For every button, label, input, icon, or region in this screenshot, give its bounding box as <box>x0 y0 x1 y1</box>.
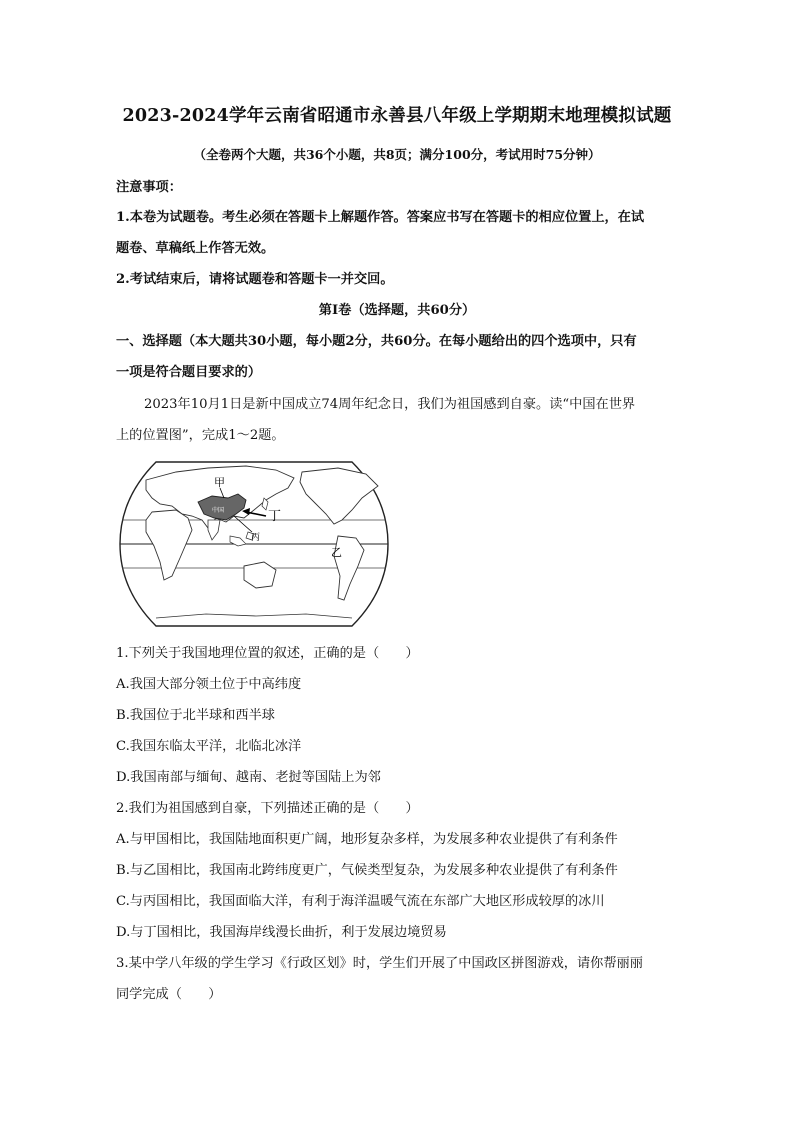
question-1-option-b: B.我国位于北半球和西半球 <box>116 708 275 723</box>
part-title: 第Ⅰ卷（选择题，共60分） <box>318 303 476 318</box>
question-2-option-c: C.与丙国相比，我国面临大洋，有利于海洋温暖气流在东部广大地区形成较厚的冰川 <box>116 894 605 909</box>
intro-line-1: 2023年10月1日是新中国成立74周年纪念日，我们为祖国感到自豪。读“中国在世界 <box>144 397 636 412</box>
label-ding: 丁 <box>268 509 282 524</box>
notice-item-2: 2.考试结束后，请将试题卷和答题卡一并交回。 <box>116 272 394 287</box>
question-1-option-c: C.我国东临太平洋，北临北冰洋 <box>116 739 302 754</box>
question-3-stem-line-1: 3.某中学八年级的学生学习《行政区划》时，学生们开展了中国政区拼图游戏，请你帮丽丽 <box>116 956 643 971</box>
question-2-option-d: D.与丁国相比，我国海岸线漫长曲折，利于发展边境贸易 <box>116 925 447 940</box>
notice-item-1-line-2: 题卷、草稿纸上作答无效。 <box>116 241 275 256</box>
label-yi: 乙 <box>331 546 342 559</box>
intro-line-2: 上的位置图”，完成1～2题。 <box>116 428 285 443</box>
question-1-option-d: D.我国南部与缅甸、越南、老挝等国陆上为邻 <box>116 770 381 785</box>
section-heading-line-2: 一项是符合题目要求的） <box>116 365 262 380</box>
question-2-stem: 2.我们为祖国感到自豪，下列描述正确的是（ ） <box>116 801 419 816</box>
question-1-stem: 1.下列关于我国地理位置的叙述，正确的是（ ） <box>116 646 419 661</box>
notice-item-1-line-1: 1.本卷为试题卷。考生必须在答题卡上解题作答。答案应书写在答题卡的相应位置上，在试 <box>116 210 645 225</box>
question-2-option-a: A.与甲国相比，我国陆地面积更广阔，地形复杂多样，为发展多种农业提供了有利条件 <box>116 832 618 847</box>
exam-info: （全卷两个大题，共36个小题，共8页；满分100分，考试用时75分钟） <box>193 147 601 162</box>
china-label: 中国 <box>212 507 225 514</box>
world-map-figure <box>116 458 392 630</box>
question-2-option-b: B.与乙国相比，我国南北跨纬度更广，气候类型复杂，为发展多种农业提供了有利条件 <box>116 863 618 878</box>
label-bing: 丙 <box>251 533 261 543</box>
world-map-svg <box>116 458 392 630</box>
notice-heading: 注意事项： <box>116 180 182 195</box>
page-title: 2023-2024学年云南省昭通市永善县八年级上学期期末地理模拟试题 <box>122 106 672 126</box>
label-jia: 甲 <box>214 476 225 489</box>
section-heading-line-1: 一、选择题（本大题共30小题，每小题2分，共60分。在每小题给出的四个选项中，只有 <box>116 334 637 349</box>
question-3-stem-line-2: 同学完成（ ） <box>116 987 222 1002</box>
question-1-option-a: A.我国大部分领土位于中高纬度 <box>116 677 302 692</box>
